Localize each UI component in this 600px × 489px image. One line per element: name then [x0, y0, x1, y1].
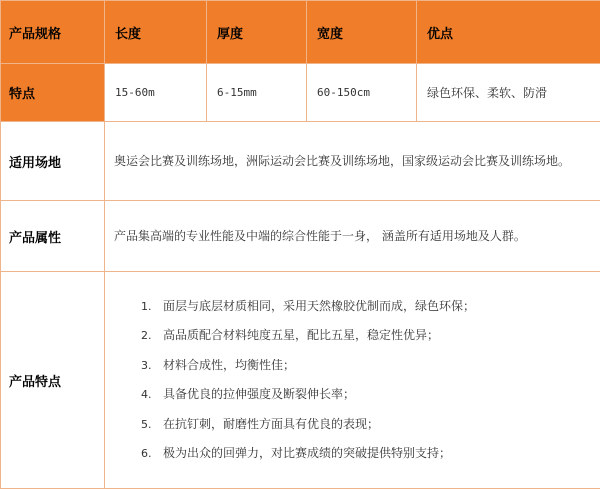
features-short-label: 特点 — [1, 64, 105, 122]
value-advantages: 绿色环保、柔软、防滑 — [417, 64, 600, 122]
features-row — [1, 272, 600, 489]
list-item — [141, 380, 600, 410]
features-cell — [105, 272, 600, 489]
list-item-text: 高品质配合材料纯度五星，配比五星，稳定性优异； — [163, 328, 439, 342]
column-width: 宽度 — [307, 1, 417, 64]
spec-value-row — [1, 64, 600, 122]
column-thickness: 厚度 — [207, 1, 307, 64]
list-item-text: 在抗钉刺，耐磨性方面具有优良的表现； — [163, 417, 379, 431]
list-item — [141, 321, 600, 351]
list-item-text: 极为出众的回弹力，对比赛成绩的突破提供特别支持； — [163, 446, 451, 460]
column-advantages: 优点 — [417, 1, 600, 64]
features-list — [105, 292, 600, 469]
list-item-number: 5. — [141, 410, 163, 440]
list-item-number: 3. — [141, 351, 163, 381]
attributes-row — [1, 201, 600, 272]
venue-label: 适用场地 — [1, 122, 105, 201]
list-item-number: 6. — [141, 439, 163, 469]
list-item-number: 1. — [141, 292, 163, 322]
list-item — [141, 439, 600, 469]
list-item-number: 4. — [141, 380, 163, 410]
venue-text: 奥运会比赛及训练场地，洲际运动会比赛及训练场地，国家级运动会比赛及训练场地。 — [105, 122, 600, 201]
venue-row — [1, 122, 600, 201]
column-length: 长度 — [105, 1, 207, 64]
value-thickness: 6-15mm — [207, 64, 307, 122]
list-item-text: 具备优良的拉伸强度及断裂伸长率； — [163, 387, 355, 401]
list-item — [141, 410, 600, 440]
attributes-text: 产品集高端的专业性能及中端的综合性能于一身， 涵盖所有适用场地及人群。 — [105, 201, 600, 272]
list-item-text: 面层与底层材质相同，采用天然橡胶优制而成，绿色环保； — [163, 299, 475, 313]
list-item — [141, 351, 600, 381]
features-label: 产品特点 — [1, 272, 105, 489]
list-item-number: 2. — [141, 321, 163, 351]
value-width: 60-150cm — [307, 64, 417, 122]
list-item-text: 材料合成性，均衡性佳； — [163, 358, 295, 372]
spec-label: 产品规格 — [1, 1, 105, 64]
attributes-label: 产品属性 — [1, 201, 105, 272]
value-length: 15-60m — [105, 64, 207, 122]
spec-header-row — [1, 1, 600, 64]
list-item — [141, 292, 600, 322]
